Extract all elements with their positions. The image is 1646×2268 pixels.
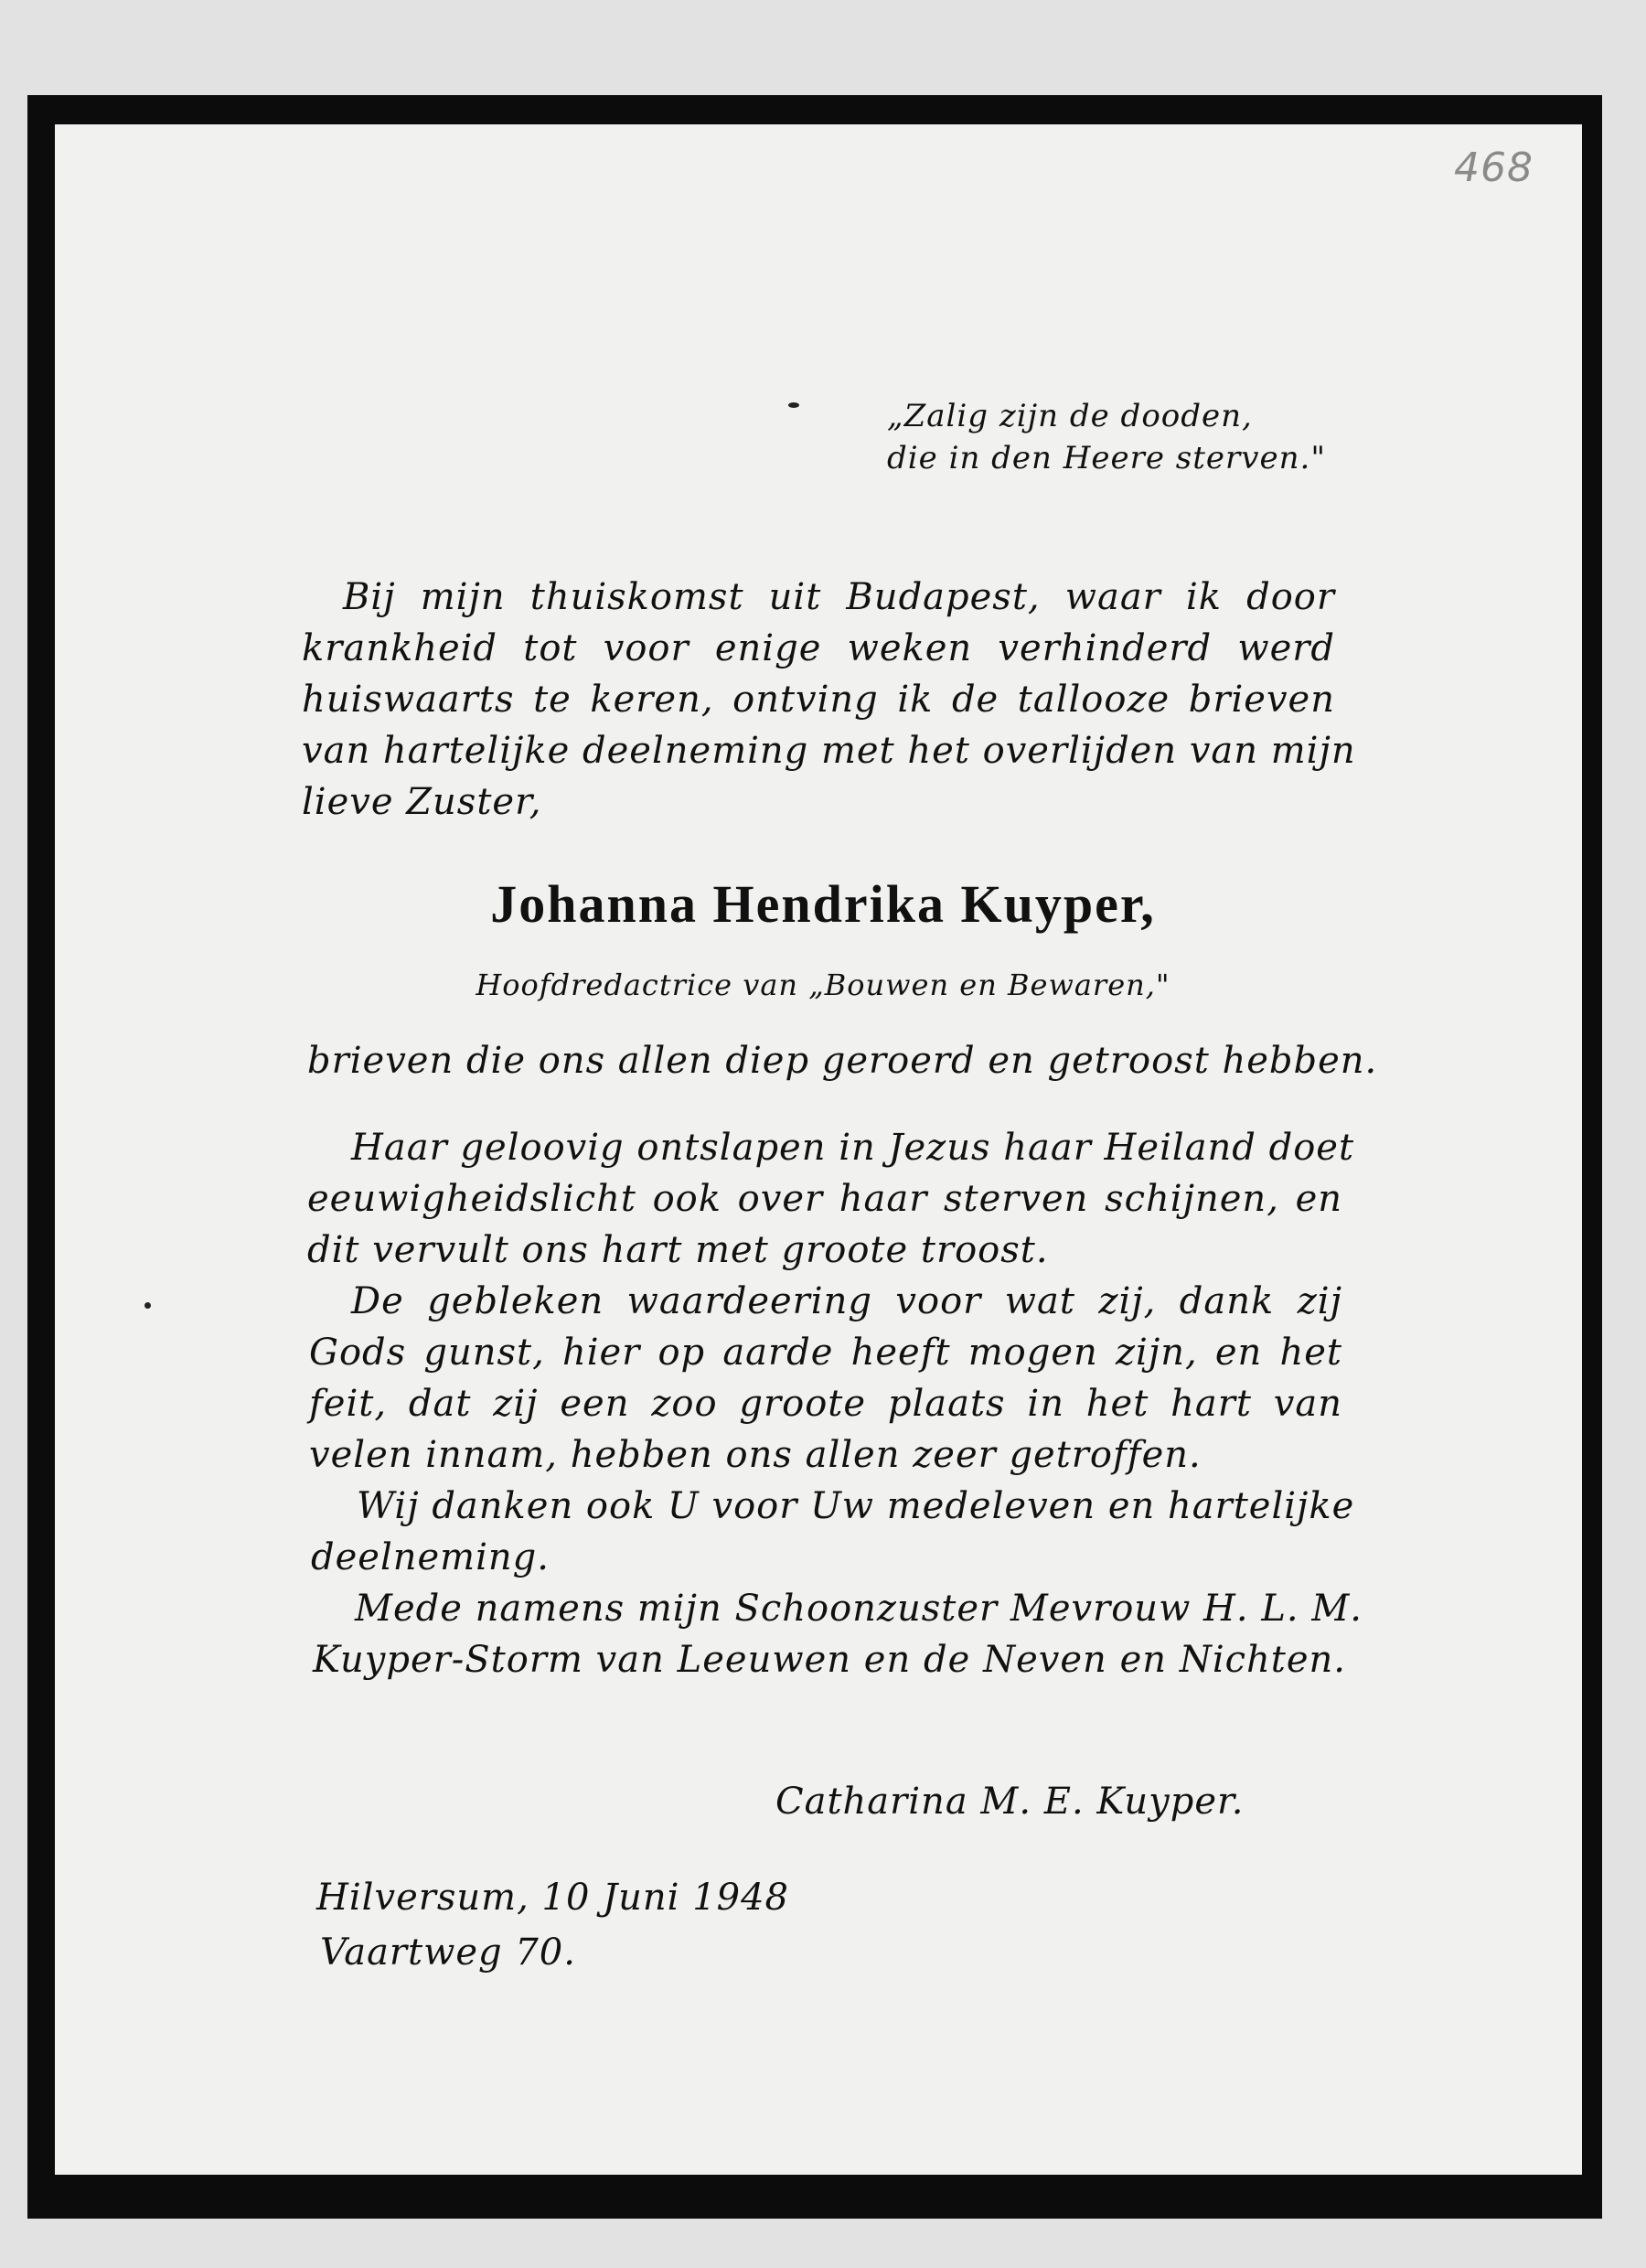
place-date: Hilversum, 10 Juni 1948 <box>316 1877 789 1919</box>
paragraph4-line-3: feit, dat zij een zoo groote plaats in het hart van <box>309 1383 1342 1425</box>
paragraph3-line-1: Haar geloovig ontslapen in Jezus haar Heiland doet <box>351 1127 1355 1169</box>
paragraph2: brieven die ons allen diep geroerd en getroost hebben. <box>307 1040 1378 1082</box>
deceased-name: Johanna Hendrika Kuyper, <box>490 874 1156 934</box>
paragraph1-line-2: krankheid tot voor enige weken verhinderd werd <box>302 627 1335 669</box>
paragraph1-line-5: lieve Zuster, <box>302 781 542 823</box>
archive-number: 468 <box>1454 144 1534 191</box>
signature: Catharina M. E. Kuyper. <box>775 1781 1245 1823</box>
deceased-title: Hoofdredactrice van „Bouwen en Bewaren," <box>476 968 1170 1002</box>
paragraph4-line-4: velen innam, hebben ons allen zeer getroffen. <box>309 1434 1202 1476</box>
ink-speck <box>788 402 799 408</box>
paragraph6-line-1: Mede namens mijn Schoonzuster Mevrouw H. L. M. <box>355 1588 1363 1630</box>
ink-speck <box>144 1302 151 1309</box>
paragraph4-line-1: De gebleken waardeering voor wat zij, dank zij <box>351 1280 1342 1322</box>
paragraph1-line-4: van hartelijke deelneming met het overlijden van mijn <box>302 730 1356 772</box>
paragraph5-line-2: deelneming. <box>311 1536 550 1578</box>
motto-line-1: „Zalig zijn de dooden, <box>887 398 1253 434</box>
motto-line-2: die in den Heere sterven." <box>887 440 1326 476</box>
paragraph1-line-3: huiswaarts te keren, ontving ik de tallooze brieven <box>302 679 1335 721</box>
address: Vaartweg 70. <box>320 1931 576 1974</box>
paragraph4-line-2: Gods gunst, hier op aarde heeft mogen zijn, en het <box>309 1332 1342 1374</box>
motto <box>887 395 1326 479</box>
paragraph6-line-2: Kuyper-Storm van Leeuwen en de Neven en Nichten. <box>313 1639 1346 1681</box>
paragraph1-line-1: Bij mijn thuiskomst uit Budapest, waar ik door <box>343 576 1335 618</box>
paragraph5-line-1: Wij danken ook U voor Uw medeleven en hartelijke <box>357 1485 1355 1527</box>
paragraph3-line-2: eeuwigheidslicht ook over haar sterven schijnen, en <box>307 1178 1342 1220</box>
paragraph3-line-3: dit vervult ons hart met groote troost. <box>307 1229 1049 1271</box>
